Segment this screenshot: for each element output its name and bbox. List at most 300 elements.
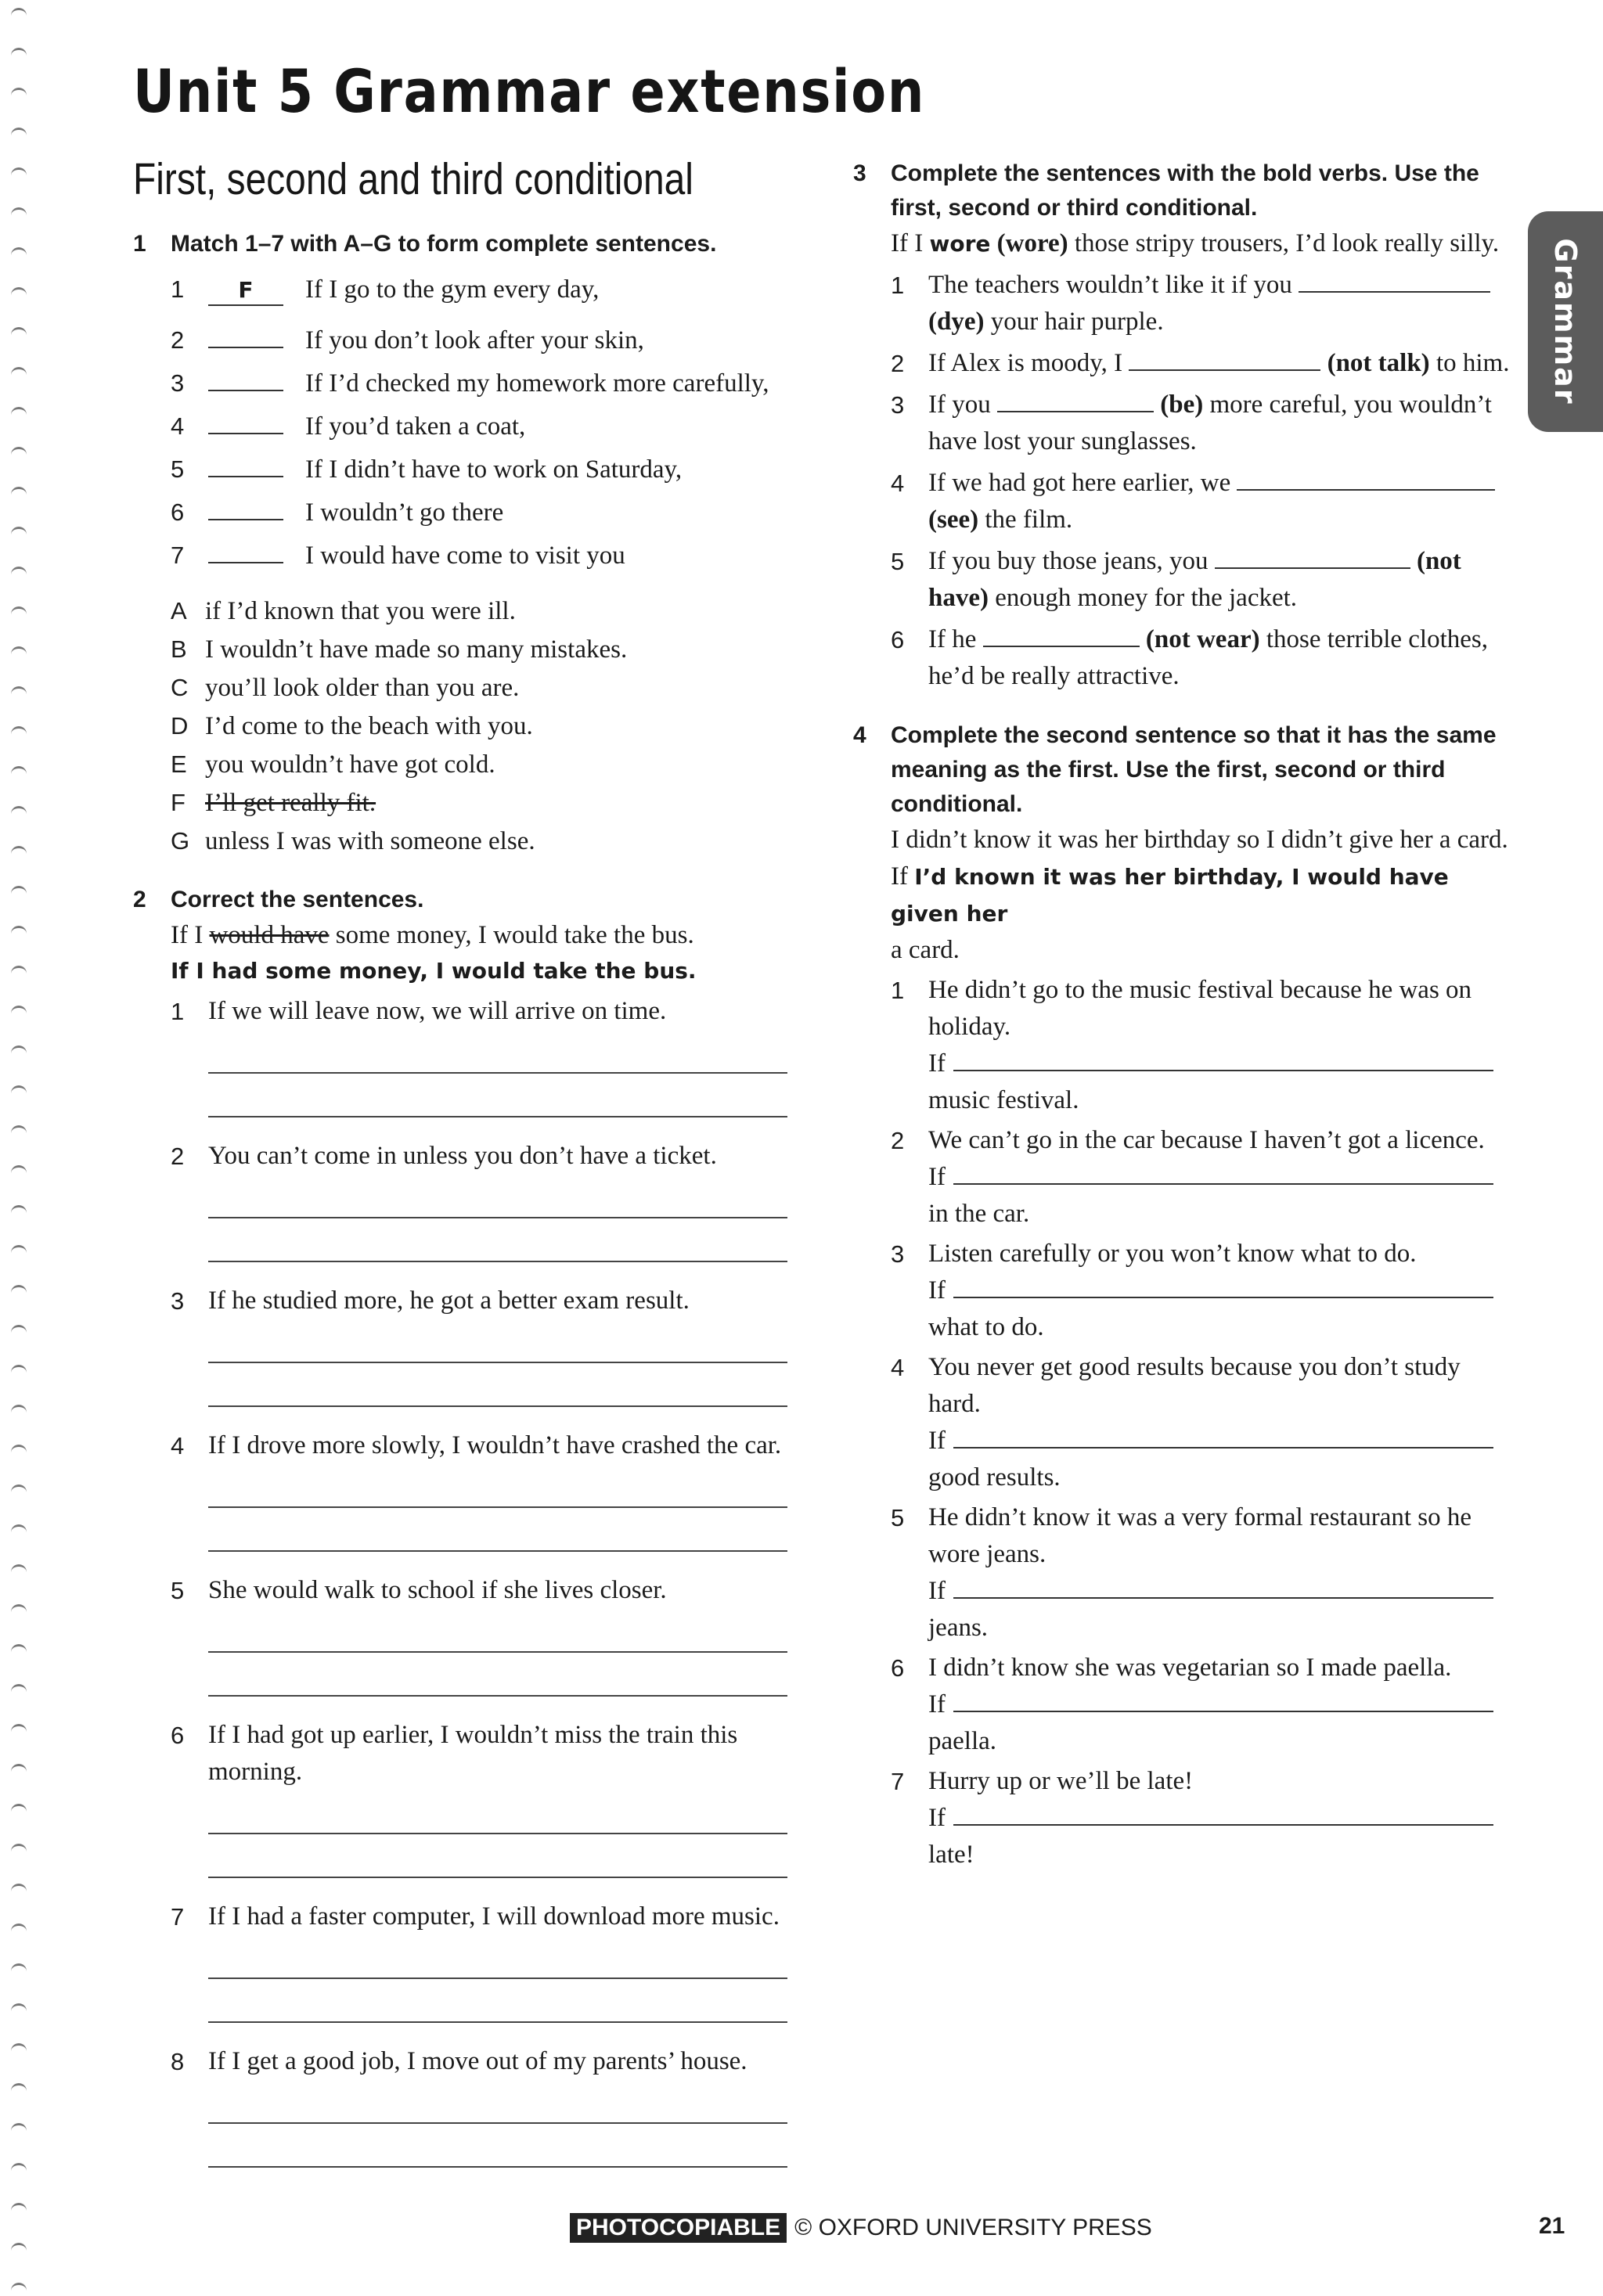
binding-coil <box>11 407 27 420</box>
text-before: If Alex is moody, I <box>928 349 1129 377</box>
binding-coil <box>11 88 27 101</box>
item-text: If I had got up earlier, I wouldn’t miss the train this morning. <box>208 1721 738 1786</box>
option-letter: B <box>171 635 187 663</box>
match-item <box>171 448 798 491</box>
text-after: more careful, you wouldn’t have lost your sunglasses. <box>928 390 1492 455</box>
completion-item <box>853 621 1511 695</box>
example-answer-line <box>853 858 1511 932</box>
binding-coil <box>11 926 27 939</box>
item-number: 4 <box>891 470 905 497</box>
footer <box>570 2213 1152 2243</box>
answer-line-row <box>891 1423 1511 1459</box>
binding-coil <box>11 1325 27 1338</box>
item-text: If I go to the gym every day, <box>305 275 600 304</box>
item-row <box>133 1138 798 1175</box>
item-number: 2 <box>171 1143 185 1170</box>
item-number: 1 <box>171 275 185 303</box>
exercise-1 <box>133 227 798 865</box>
bold-verb: (see) <box>928 506 979 534</box>
binding-coil <box>11 48 27 61</box>
answer-line-row <box>891 1045 1511 1082</box>
item-text: If you don’t look after your skin, <box>305 326 644 354</box>
copyright-text: © OXFORD UNIVERSITY PRESS <box>794 2215 1152 2240</box>
example-text: If I <box>171 921 210 949</box>
bold-verb: (not wear) <box>1145 625 1260 653</box>
binding-coil <box>11 726 27 740</box>
text-before: The teachers wouldn’t like it if you <box>928 271 1299 299</box>
item-row <box>133 1717 798 1790</box>
item-number: 2 <box>891 350 905 377</box>
option-text: I wouldn’t have made so many mistakes. <box>205 635 628 664</box>
answer-line[interactable] <box>208 1609 787 1653</box>
binding-coil <box>11 1924 27 1937</box>
answer-blank[interactable] <box>208 405 283 434</box>
item-text: If I didn’t have to work on Saturday, <box>305 455 683 484</box>
if-lead: If <box>928 1804 946 1832</box>
rewrite-item <box>853 1122 1511 1233</box>
binding-coil <box>11 1884 27 1897</box>
completion-items <box>853 267 1511 695</box>
match-option <box>171 789 798 827</box>
binding-coil <box>11 2043 27 2057</box>
item-number: 1 <box>891 272 905 299</box>
exercise-instruction: Match 1–7 with A–G to form complete sentences. <box>171 231 717 257</box>
binding-coil <box>11 606 27 620</box>
photocopiable-label: PHOTOCOPIABLE <box>570 2213 787 2243</box>
item-text <box>928 345 1511 382</box>
bold-verb: (dye) <box>928 308 985 336</box>
correction-items <box>133 993 798 2168</box>
binding-coil <box>11 846 27 859</box>
match-item <box>171 491 798 534</box>
answer-blank[interactable] <box>1215 544 1410 569</box>
item-number: 6 <box>171 1722 185 1749</box>
exercise-number: 2 <box>133 887 146 912</box>
binding-coil <box>11 1564 27 1578</box>
answer-line[interactable] <box>208 2080 787 2124</box>
text-before: If you <box>928 390 997 419</box>
option-text: you’ll look older than you are. <box>205 674 520 702</box>
text-after: to him. <box>1429 349 1510 377</box>
binding-coil <box>11 1724 27 1737</box>
answer-blank[interactable] <box>1299 268 1490 293</box>
answer-blank[interactable] <box>1129 346 1320 371</box>
item-number: 1 <box>891 977 905 1004</box>
exercise-4-heading <box>853 718 1511 822</box>
correction-item <box>133 993 798 1117</box>
text-after: the film. <box>978 506 1073 534</box>
item-number: 2 <box>891 1127 905 1154</box>
answer-blank[interactable] <box>208 448 283 477</box>
rewrite-item <box>853 1349 1511 1496</box>
item-text <box>928 543 1511 617</box>
binding-coil <box>11 1045 27 1059</box>
match-option <box>171 827 798 865</box>
option-letter: G <box>171 827 190 855</box>
text-after: your hair purple. <box>984 308 1164 336</box>
exercise-3-heading <box>853 157 1511 225</box>
rewrite-item <box>853 1236 1511 1346</box>
sentence-tail: jeans. <box>928 1614 989 1642</box>
answer-line[interactable] <box>208 1218 787 1262</box>
binding-coil <box>11 1285 27 1298</box>
item-row <box>891 1763 1511 1800</box>
correction-item <box>133 1572 798 1697</box>
item-text: If he studied more, he got a better exam result. <box>208 1287 690 1315</box>
binding-coil <box>11 207 27 221</box>
answer-line-row <box>891 1800 1511 1837</box>
item-text: Hurry up or we’ll be late! <box>928 1767 1194 1795</box>
rewrite-item <box>853 972 1511 1119</box>
binding-coil <box>11 1165 27 1179</box>
item-number: 7 <box>171 1903 185 1931</box>
item-number: 5 <box>891 548 905 575</box>
answer-line-row <box>891 1272 1511 1309</box>
item-row <box>891 1122 1511 1159</box>
answer-line[interactable] <box>208 2124 787 2168</box>
binding-coil <box>11 1205 27 1218</box>
answer-blank[interactable] <box>208 318 283 348</box>
if-lead: If <box>928 1427 946 1455</box>
sentence-tail: what to do. <box>928 1313 1044 1341</box>
binding-coil <box>11 766 27 779</box>
answer-line[interactable] <box>208 1935 787 1979</box>
binding-coil <box>11 487 27 500</box>
rewrite-item <box>853 1763 1511 1873</box>
answer-blank[interactable] <box>953 1687 1493 1712</box>
item-number: 3 <box>171 369 185 397</box>
binding-coil <box>11 1844 27 1857</box>
example-answer: If I had some money, I would take the bus. <box>171 958 697 984</box>
match-item <box>171 405 798 448</box>
sentence-tail: paella. <box>928 1727 997 1755</box>
answer-line[interactable] <box>208 1074 787 1117</box>
answer-blank[interactable] <box>983 622 1140 647</box>
match-item <box>171 534 798 577</box>
if-lead: If <box>928 1577 946 1605</box>
item-row <box>133 1898 798 1935</box>
binding-coil <box>11 1125 27 1139</box>
item-number: 6 <box>171 498 185 526</box>
option-letter: C <box>171 674 189 701</box>
item-number: 4 <box>891 1354 905 1381</box>
match-option <box>171 750 798 789</box>
example-tail: a card. <box>891 936 960 964</box>
option-letter: A <box>171 597 187 624</box>
example-text: those stripy trousers, I’d look really silly. <box>1068 229 1500 257</box>
answer-line[interactable] <box>208 1030 787 1074</box>
match-item <box>171 318 798 362</box>
item-text: If I drove more slowly, I wouldn’t have crashed the car. <box>208 1431 782 1459</box>
page-number: 21 <box>1539 2213 1565 2239</box>
bold-verb: (not talk) <box>1327 349 1430 377</box>
binding-coil <box>11 247 27 261</box>
binding-coil <box>11 2083 27 2096</box>
answer-blank[interactable] <box>1237 466 1495 491</box>
answer-line[interactable] <box>208 1834 787 1878</box>
item-number: 1 <box>171 998 185 1025</box>
binding-coil <box>11 1484 27 1498</box>
answer-line[interactable] <box>208 1175 787 1218</box>
exercise-1-heading <box>133 227 798 261</box>
item-text: Listen carefully or you won’t know what to do. <box>928 1240 1417 1268</box>
item-text: I wouldn’t go there <box>305 498 504 527</box>
correction-item <box>133 1717 798 1878</box>
binding-coil <box>11 1684 27 1697</box>
correction-item <box>133 1138 798 1262</box>
item-row <box>891 972 1511 1045</box>
binding-coil <box>11 1524 27 1538</box>
item-number: 2 <box>171 326 185 354</box>
item-row <box>133 1572 798 1609</box>
if-lead: If <box>928 1690 946 1718</box>
sentence-tail: good results. <box>928 1463 1061 1492</box>
example-answer: I’d known it was her birthday, I would have given her <box>891 864 1449 927</box>
binding-coil <box>11 1445 27 1458</box>
answer-blank[interactable] <box>953 1046 1493 1071</box>
item-number: 5 <box>171 1577 185 1604</box>
match-option <box>171 635 798 674</box>
answer-line-row <box>891 1686 1511 1723</box>
correction-item <box>133 2043 798 2168</box>
match-options <box>133 597 798 865</box>
item-row <box>891 1236 1511 1272</box>
item-text: He didn’t know it was a very formal restaurant so he wore jeans. <box>928 1503 1472 1568</box>
match-items <box>133 275 798 577</box>
right-column <box>853 157 1511 1873</box>
option-letter: F <box>171 789 186 816</box>
match-option <box>171 674 798 712</box>
completion-item <box>853 345 1511 382</box>
answer-line[interactable] <box>208 1790 787 1834</box>
binding-coil <box>11 8 27 21</box>
item-text: She would walk to school if she lives closer. <box>208 1576 667 1604</box>
answer-line[interactable] <box>208 1363 787 1407</box>
item-row <box>133 1427 798 1464</box>
binding-coil <box>11 327 27 340</box>
binding-coil <box>11 1963 27 1977</box>
binding-coil <box>11 2123 27 2136</box>
sentence-tail: in the car. <box>928 1200 1030 1228</box>
exercise-2 <box>133 883 798 2168</box>
item-row <box>133 2043 798 2080</box>
answer-blank[interactable] <box>208 362 283 391</box>
binding-coil <box>11 2163 27 2176</box>
answer-blank[interactable]: F <box>208 276 283 306</box>
item-row <box>891 1349 1511 1423</box>
match-item <box>171 362 798 405</box>
answer-blank[interactable] <box>953 1160 1493 1185</box>
item-text: If I had a faster computer, I will download more music. <box>208 1902 780 1931</box>
binding-coil <box>11 447 27 460</box>
binding-coil <box>11 686 27 700</box>
answer-blank[interactable] <box>953 1574 1493 1599</box>
bold-verb: (be) <box>1160 390 1204 419</box>
if-lead: If <box>928 1276 946 1305</box>
item-number: 4 <box>171 412 185 440</box>
binding-coil <box>11 646 27 660</box>
answer-line[interactable] <box>208 1979 787 2023</box>
item-text <box>928 621 1511 695</box>
answer-blank[interactable] <box>953 1423 1493 1448</box>
example-text: some money, I would take the bus. <box>329 921 694 949</box>
exercise-3 <box>853 157 1511 695</box>
left-column <box>133 227 798 2168</box>
example-text: If I <box>891 229 930 257</box>
example-sentence <box>853 225 1511 262</box>
item-row <box>133 993 798 1030</box>
item-number: 6 <box>891 626 905 653</box>
example-answer: wore <box>929 231 991 257</box>
exercise-4 <box>853 718 1511 1873</box>
spiral-binding <box>11 8 42 2254</box>
side-tab-label: Grammar <box>1548 238 1583 405</box>
correction-item <box>133 1427 798 1552</box>
binding-coil <box>11 1405 27 1418</box>
example-text: If <box>891 862 915 891</box>
rewrite-items <box>853 972 1511 1873</box>
binding-coil <box>11 886 27 899</box>
option-text: I’d come to the beach with you. <box>205 712 533 740</box>
item-number: 5 <box>891 1504 905 1531</box>
option-text: unless I was with someone else. <box>205 827 535 855</box>
answer-line-row <box>891 1159 1511 1196</box>
binding-coil <box>11 1804 27 1817</box>
binding-coil <box>11 2283 27 2296</box>
rewrite-item <box>853 1499 1511 1646</box>
section-title: First, second and third conditional <box>133 154 693 204</box>
exercise-instruction: Complete the sentences with the bold verbs. Use the first, second or third conditional. <box>891 160 1479 221</box>
sentence-tail: late! <box>928 1841 974 1869</box>
text-before: If he <box>928 625 983 653</box>
item-text: If you’d taken a coat, <box>305 412 526 441</box>
completion-item <box>853 543 1511 617</box>
item-number: 6 <box>891 1654 905 1682</box>
completion-item <box>853 465 1511 538</box>
binding-coil <box>11 2003 27 2017</box>
option-letter: E <box>171 750 187 778</box>
answer-blank[interactable] <box>997 387 1154 412</box>
item-row <box>133 1283 798 1319</box>
item-row <box>891 1650 1511 1686</box>
match-option <box>171 597 798 635</box>
item-text: If I get a good job, I move out of my parents’ house. <box>208 2047 747 2075</box>
binding-coil <box>11 1365 27 1378</box>
answer-blank[interactable] <box>208 534 283 563</box>
item-text: You never get good results because you don’t study hard. <box>928 1353 1461 1418</box>
binding-coil <box>11 128 27 141</box>
binding-coil <box>11 1006 27 1019</box>
item-text <box>928 465 1511 538</box>
item-number: 3 <box>891 1240 905 1268</box>
item-number: 8 <box>171 2048 185 2075</box>
exercise-instruction: Complete the second sentence so that it has the same meaning as the first. Use the first, second or third conditional. <box>891 722 1497 817</box>
correction-item <box>133 1898 798 2023</box>
completion-item <box>853 267 1511 340</box>
example-sentence <box>133 917 798 954</box>
option-text: if I’d known that you were ill. <box>205 597 516 625</box>
item-text: If we will leave now, we will arrive on time. <box>208 997 667 1025</box>
answer-blank[interactable] <box>953 1273 1493 1298</box>
binding-coil <box>11 287 27 300</box>
option-text: you wouldn’t have got cold. <box>205 750 495 779</box>
binding-coil <box>11 527 27 540</box>
binding-coil <box>11 2243 27 2256</box>
exercise-number: 4 <box>853 722 866 748</box>
sentence-tail: music festival. <box>928 1086 1079 1114</box>
bold-verb: (wore) <box>996 229 1068 257</box>
item-number: 3 <box>171 1287 185 1315</box>
item-number: 3 <box>891 391 905 419</box>
item-text: I would have come to visit you <box>305 542 625 570</box>
exercise-instruction: Correct the sentences. <box>171 887 424 912</box>
struck-text: would have <box>209 921 330 949</box>
item-number: 7 <box>171 542 185 569</box>
item-number: 5 <box>171 455 185 483</box>
exercise-number: 3 <box>853 160 866 186</box>
completion-item <box>853 387 1511 460</box>
if-lead: If <box>928 1163 946 1191</box>
option-text: I’ll get really fit. <box>205 789 376 817</box>
example-sentence: I didn’t know it was her birthday so I didn’t give her a card. <box>891 826 1508 854</box>
text-before: If you buy those jeans, you <box>928 547 1215 575</box>
grammar-side-tab <box>1528 211 1603 432</box>
item-text <box>928 387 1511 460</box>
binding-coil <box>11 1644 27 1657</box>
rewrite-item <box>853 1650 1511 1760</box>
bold-verb: (not have) <box>928 547 1461 612</box>
if-lead: If <box>928 1049 946 1078</box>
binding-coil <box>11 367 27 380</box>
unit-title: Unit 5 Grammar extension <box>133 56 926 126</box>
answer-line-row <box>891 1573 1511 1610</box>
binding-coil <box>11 806 27 819</box>
item-text: He didn’t go to the music festival because he was on holiday. <box>928 976 1472 1041</box>
exercise-2-heading <box>133 883 798 917</box>
text-after: those terrible clothes, he’d be really attractive. <box>928 625 1489 690</box>
exercise-number: 1 <box>133 231 146 257</box>
item-text: If I’d checked my homework more carefully, <box>305 369 769 398</box>
binding-coil <box>11 567 27 580</box>
item-number: 7 <box>891 1768 905 1795</box>
item-text: You can’t come in unless you don’t have a ticket. <box>208 1142 717 1170</box>
answer-line[interactable] <box>208 1319 787 1363</box>
item-number: 4 <box>171 1432 185 1459</box>
binding-coil <box>11 966 27 979</box>
answer-blank[interactable] <box>208 491 283 520</box>
binding-coil <box>11 2203 27 2216</box>
option-letter: D <box>171 712 189 740</box>
binding-coil <box>11 1245 27 1258</box>
binding-coil <box>11 1604 27 1618</box>
answer-line[interactable] <box>208 1464 787 1508</box>
binding-coil <box>11 1085 27 1099</box>
match-option <box>171 712 798 750</box>
answer-line[interactable] <box>208 1653 787 1697</box>
correction-item <box>133 1283 798 1407</box>
text-before: If we had got here earlier, we <box>928 469 1237 497</box>
text-after: enough money for the jacket. <box>989 584 1298 612</box>
answer-blank[interactable] <box>953 1801 1493 1826</box>
item-row <box>891 1499 1511 1573</box>
binding-coil <box>11 1764 27 1777</box>
answer-line[interactable] <box>208 1508 787 1552</box>
match-item <box>171 275 798 318</box>
item-text <box>928 267 1511 340</box>
item-text: We can’t go in the car because I haven’t got a licence. <box>928 1126 1485 1154</box>
binding-coil <box>11 167 27 181</box>
item-text: I didn’t know she was vegetarian so I made paella. <box>928 1654 1452 1682</box>
